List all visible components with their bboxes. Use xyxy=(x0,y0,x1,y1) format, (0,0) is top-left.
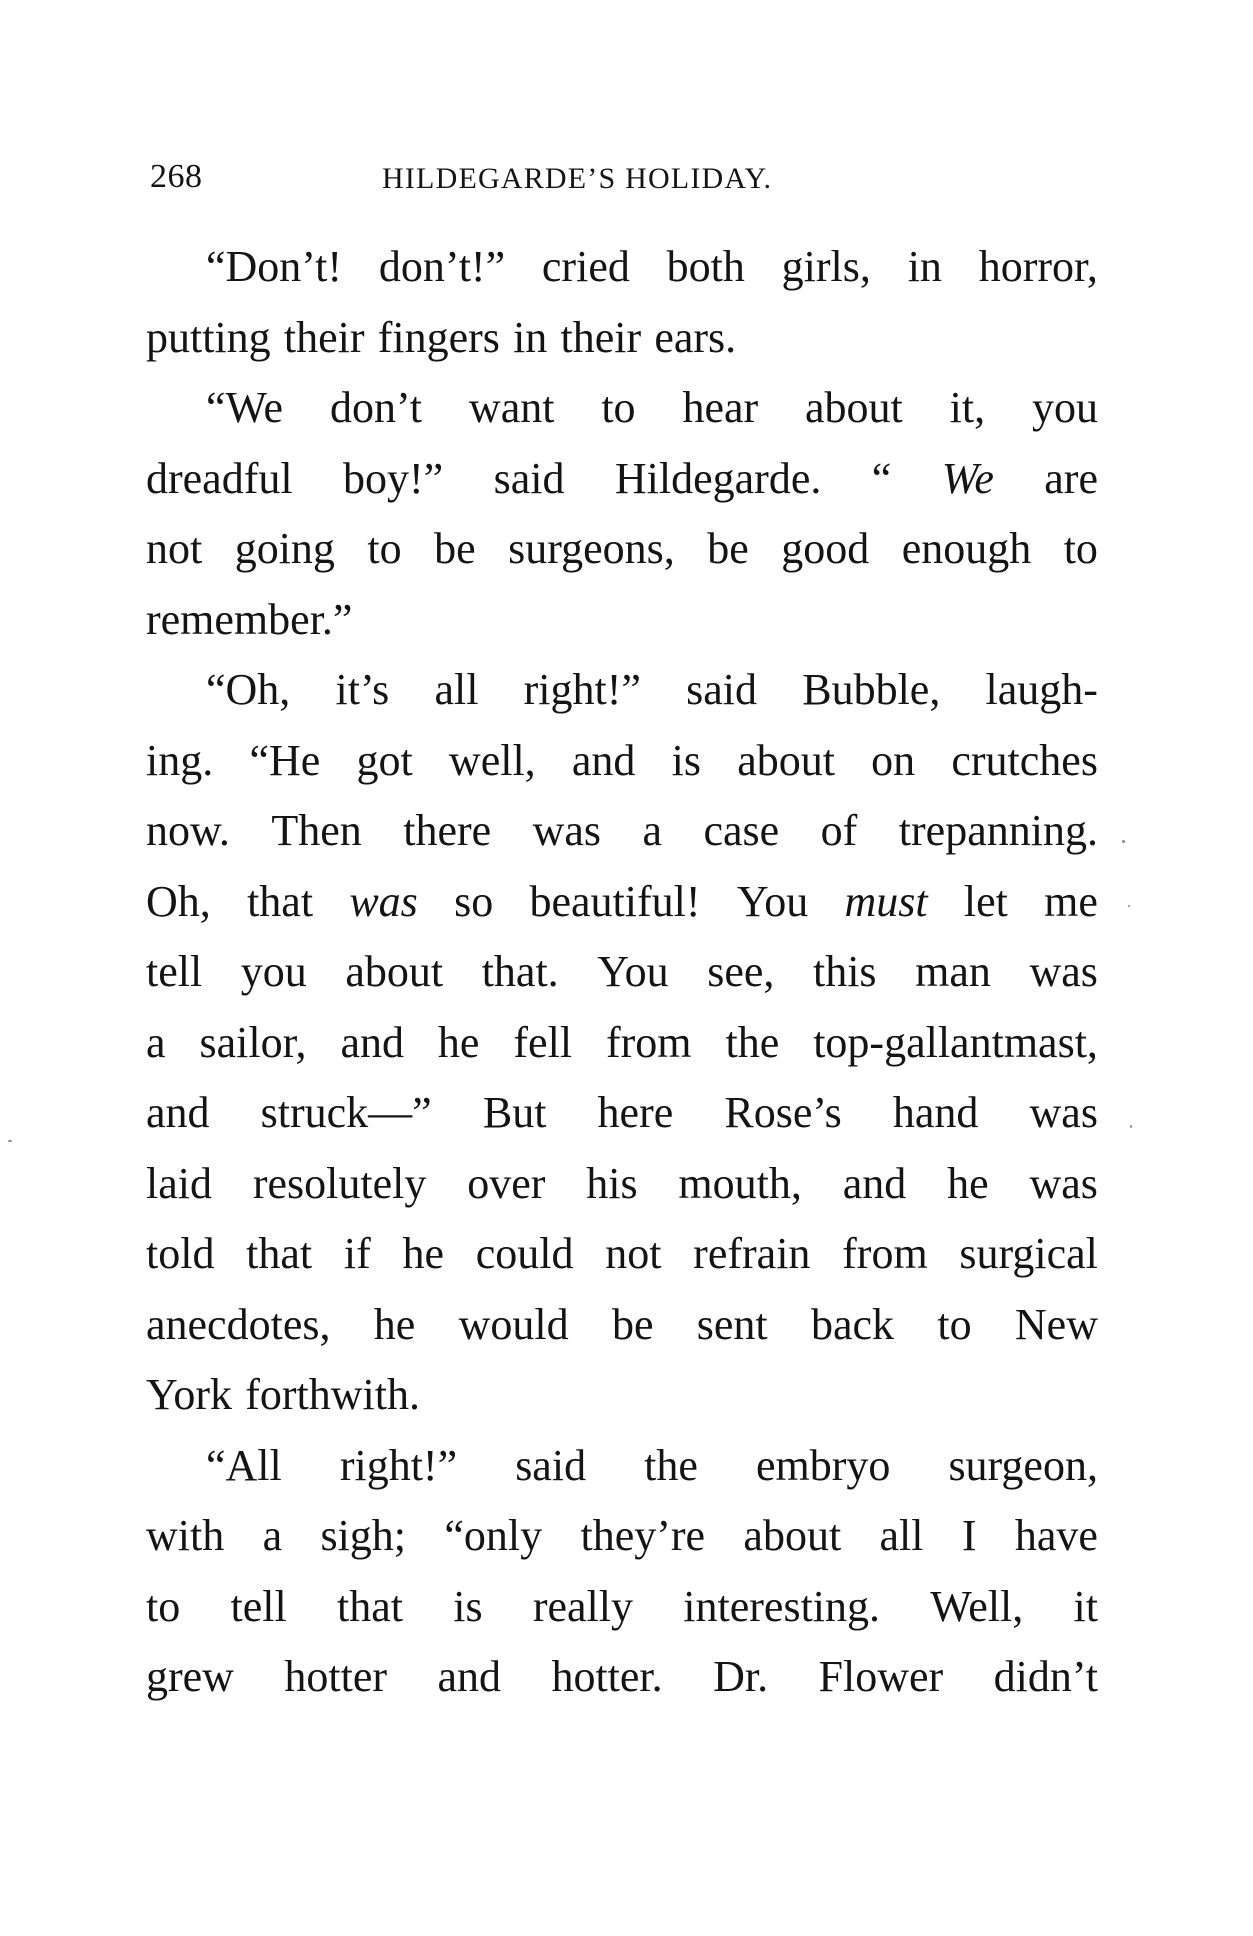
word: want xyxy=(468,383,555,432)
word: a xyxy=(642,806,663,855)
word: mouth, xyxy=(678,1158,802,1208)
text-line xyxy=(146,867,1098,938)
word: over xyxy=(467,1158,546,1208)
word: horror, xyxy=(978,242,1098,291)
word: was xyxy=(349,876,418,926)
word: refrain xyxy=(693,1229,811,1278)
word: right!” xyxy=(339,1440,458,1490)
word: of xyxy=(820,806,858,855)
word: fell xyxy=(513,1017,573,1067)
word: now. xyxy=(146,806,230,855)
word: dreadful xyxy=(146,453,293,503)
word: got xyxy=(356,735,413,785)
word: Oh, xyxy=(146,876,211,926)
word: hotter. xyxy=(551,1652,663,1701)
word: ing. xyxy=(146,735,214,785)
text-line xyxy=(146,1572,1098,1643)
word: told xyxy=(146,1229,215,1278)
word: could xyxy=(475,1229,574,1278)
word: Well, xyxy=(930,1581,1024,1631)
word: they’re xyxy=(580,1511,706,1560)
word: struck—” xyxy=(260,1088,432,1137)
word: good xyxy=(781,524,870,573)
word: tell xyxy=(146,947,203,996)
running-title: HILDEGARDE’S HOLIDAY. xyxy=(382,162,773,195)
word: you xyxy=(1032,383,1098,432)
word: there xyxy=(403,806,492,855)
word: be xyxy=(434,524,476,573)
word: about xyxy=(737,735,835,785)
word: surgical xyxy=(959,1229,1098,1278)
text-line xyxy=(146,726,1098,797)
word: both xyxy=(666,242,745,291)
word: putting xyxy=(146,312,271,362)
word: boy!” xyxy=(343,453,444,503)
word: I xyxy=(961,1511,977,1560)
word: But xyxy=(482,1088,547,1137)
word: cried xyxy=(541,242,630,291)
word: would xyxy=(458,1299,569,1349)
word: all xyxy=(434,665,479,714)
text-line xyxy=(146,1219,1098,1290)
word: fingers xyxy=(377,312,500,362)
word: surgeon, xyxy=(948,1440,1098,1490)
word: a xyxy=(262,1511,283,1560)
word: going xyxy=(234,524,335,573)
word: well, xyxy=(448,735,536,785)
word: and xyxy=(571,735,636,785)
word: the xyxy=(725,1017,780,1067)
body-text xyxy=(146,232,1098,1713)
word: You xyxy=(736,876,809,926)
word: have xyxy=(1014,1511,1098,1560)
word: hand xyxy=(892,1088,979,1137)
word: “Don’t! xyxy=(206,242,343,291)
word: top-gallantmast, xyxy=(813,1017,1098,1067)
word: “All xyxy=(206,1440,282,1490)
word: didn’t xyxy=(993,1652,1098,1701)
text-line xyxy=(146,937,1098,1008)
word: he xyxy=(402,1229,445,1278)
word: back xyxy=(810,1299,895,1349)
word: from xyxy=(842,1229,928,1278)
word: he xyxy=(373,1299,416,1349)
word: laid xyxy=(146,1158,212,1208)
scan-speck xyxy=(1128,905,1130,907)
word: “ xyxy=(871,453,892,503)
text-line xyxy=(146,444,1098,515)
word: in xyxy=(907,242,942,291)
word: be xyxy=(611,1299,654,1349)
word: is xyxy=(671,735,701,785)
word: sent xyxy=(696,1299,768,1349)
word: “He xyxy=(249,735,321,785)
page-number: 268 xyxy=(150,158,203,195)
word: Hildegarde. xyxy=(614,453,822,503)
word: about xyxy=(805,383,903,432)
word: see, xyxy=(707,947,775,996)
word: tell xyxy=(230,1581,287,1631)
text-line xyxy=(146,655,1098,726)
word: girls, xyxy=(781,242,871,291)
word: so xyxy=(454,876,494,926)
word: Then xyxy=(271,806,362,855)
word: hotter xyxy=(284,1652,388,1701)
word: let xyxy=(963,876,1008,926)
word: trepanning. xyxy=(898,806,1098,855)
word: that xyxy=(336,1581,403,1631)
text-line xyxy=(146,1431,1098,1502)
word: sailor, xyxy=(199,1017,307,1067)
word: was xyxy=(1029,1088,1098,1137)
word: not xyxy=(605,1229,662,1278)
word: case xyxy=(703,806,780,855)
text-line xyxy=(146,585,1098,656)
word: about xyxy=(345,947,444,996)
text-line xyxy=(146,1078,1098,1149)
word: “only xyxy=(444,1511,543,1560)
word: here xyxy=(597,1088,674,1137)
word: said xyxy=(686,665,758,714)
word: interesting. xyxy=(683,1581,881,1631)
word: not xyxy=(146,524,203,573)
word: is xyxy=(453,1581,483,1631)
page-header xyxy=(150,158,1110,208)
word: in xyxy=(513,312,548,362)
word: he xyxy=(947,1158,989,1208)
word: “Oh, xyxy=(206,665,291,714)
word: that xyxy=(246,1229,313,1278)
word: that. xyxy=(481,947,559,996)
word: was xyxy=(532,806,602,855)
word: New xyxy=(1014,1299,1098,1349)
word: and xyxy=(146,1088,210,1137)
word: to xyxy=(146,1581,181,1631)
word: and xyxy=(842,1158,907,1208)
word: sigh; xyxy=(320,1511,407,1560)
word: that xyxy=(247,876,314,926)
word: “We xyxy=(206,383,284,432)
word: he xyxy=(437,1017,480,1067)
word: enough xyxy=(901,524,1032,573)
word: surgeons, xyxy=(508,524,675,573)
text-line xyxy=(146,1642,1098,1713)
word: remember.” xyxy=(146,594,353,644)
word: beautiful! xyxy=(529,876,701,926)
word: on xyxy=(871,735,916,785)
text-line xyxy=(146,1360,1098,1431)
text-line xyxy=(146,1501,1098,1572)
word: a xyxy=(146,1017,166,1067)
word: laugh- xyxy=(985,665,1098,714)
word: from xyxy=(606,1017,692,1067)
word: grew xyxy=(146,1652,234,1701)
word: don’t!” xyxy=(378,242,506,291)
word: with xyxy=(146,1511,225,1560)
text-line xyxy=(146,1149,1098,1220)
word: Bubble, xyxy=(802,665,941,714)
word: are xyxy=(1044,453,1098,503)
text-line xyxy=(146,514,1098,585)
word: you xyxy=(240,947,307,996)
word: and xyxy=(437,1652,502,1701)
text-line xyxy=(146,373,1098,444)
scan-speck xyxy=(1122,840,1125,843)
word: if xyxy=(343,1229,371,1278)
text-line xyxy=(146,796,1098,867)
word: embryo xyxy=(755,1440,891,1490)
word: to xyxy=(367,524,402,573)
word: it, xyxy=(949,383,986,432)
word: it xyxy=(1073,1581,1098,1631)
word: it’s xyxy=(335,665,390,714)
word: and xyxy=(340,1017,404,1067)
word: must xyxy=(844,876,928,926)
word: Dr. xyxy=(713,1652,769,1701)
word: resolutely xyxy=(252,1158,427,1208)
word: to xyxy=(601,383,636,432)
scan-speck xyxy=(1130,1125,1132,1128)
word: their xyxy=(283,312,365,362)
word: don’t xyxy=(329,383,423,432)
text-line xyxy=(146,303,1098,374)
word: York xyxy=(146,1370,233,1419)
word: You xyxy=(597,947,669,996)
word: was xyxy=(1029,1158,1098,1208)
word: me xyxy=(1044,876,1098,926)
word: hear xyxy=(682,383,759,432)
text-line xyxy=(146,232,1098,303)
word: to xyxy=(1063,524,1098,573)
word: said xyxy=(515,1440,587,1490)
scan-speck xyxy=(8,1140,12,1142)
word: man xyxy=(915,947,991,996)
word: their xyxy=(560,312,642,362)
word: be xyxy=(707,524,749,573)
word: was xyxy=(1029,947,1098,996)
word: said xyxy=(493,453,565,503)
word: to xyxy=(937,1299,972,1349)
word: the xyxy=(644,1440,698,1490)
word: his xyxy=(586,1158,638,1208)
word: really xyxy=(532,1581,634,1631)
text-line xyxy=(146,1008,1098,1079)
word: all xyxy=(879,1511,924,1560)
word: ears. xyxy=(654,312,737,362)
word: Rose’s xyxy=(724,1088,842,1137)
word: crutches xyxy=(951,735,1098,785)
word: about xyxy=(743,1511,842,1560)
word: anecdotes, xyxy=(146,1299,331,1349)
word: right!” xyxy=(523,665,641,714)
text-line xyxy=(146,1290,1098,1361)
word: forthwith. xyxy=(245,1370,420,1419)
word: Flower xyxy=(818,1652,944,1701)
word: this xyxy=(812,947,877,996)
word: We xyxy=(941,453,994,503)
